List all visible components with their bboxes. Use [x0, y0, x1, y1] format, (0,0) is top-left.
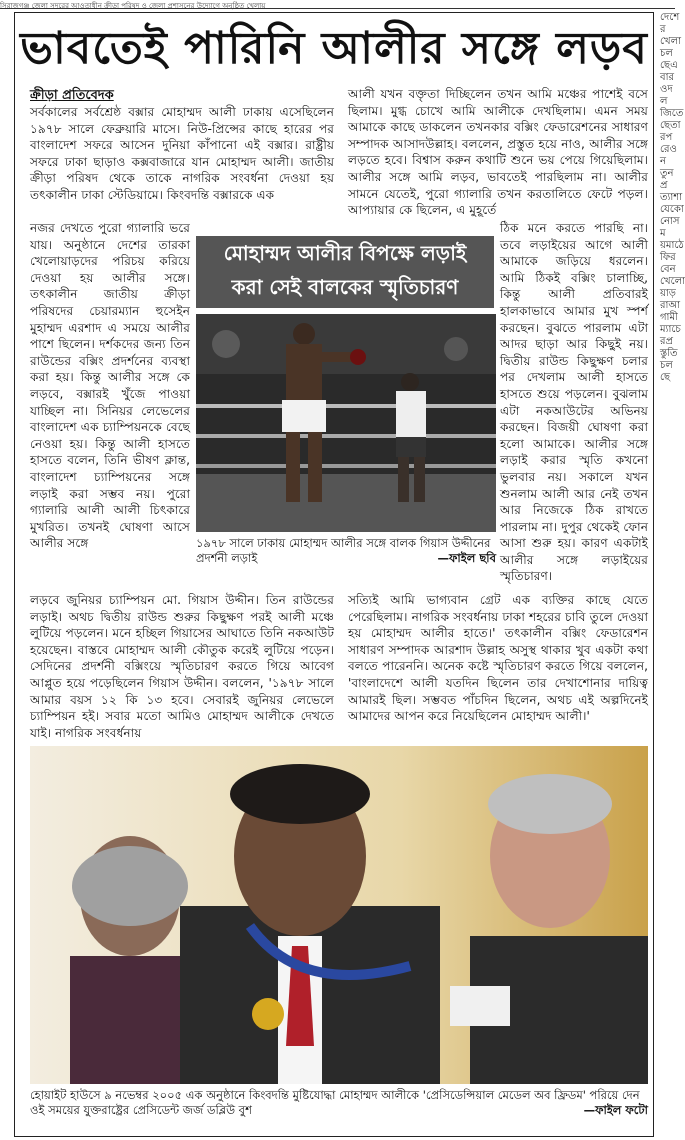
subheadline-box	[196, 236, 494, 308]
headline: ভাবতেই পারিনি আলীর সঙ্গে লড়ব	[20, 23, 648, 74]
column-right-mid	[500, 220, 648, 585]
top-adjacent-text: সিরাজগঞ্জ জেলা সদরের আওতাধীন ক্রীড়া পরিষদ ও জেলা প্রশাসনের উদ্যোগে অনুষ্ঠিত খেলায়	[0, 0, 675, 9]
caption-text: ১৯৭৮ সালে ঢাকায় মোহাম্মদ আলীর সঙ্গে বালক গিয়াস উদ্দীনের প্রদর্শনী লড়াই	[196, 536, 491, 565]
column-left-mid	[30, 220, 190, 552]
column-right-top	[348, 86, 648, 219]
medal-ceremony-photo	[30, 746, 648, 1084]
boxing-match-illustration	[196, 314, 496, 532]
column-right-bottom	[348, 592, 648, 725]
byline: ক্রীড়া প্রতিবেদক	[30, 88, 114, 103]
paragraph: ঠিক মনে করতে পারছি না। তবে লড়াইয়ের আগে আলী আমাকে জড়িয়ে ধরলেন। আমি ঠিকই বক্সিং চালাচ্ছি, কিন্তু আলী প্রতিবারই হালকাভাবে আমার মুখ স্পর্শ করছেন। বুঝতে পারলাম এটা আদর ছাড়া আর কিছুই নয়। দ্বিতীয় রাউন্ড কিছুক্ষণ চলার পর দেখলাম আলী হাসতে হাসতে শুয়ে পড়লেন। বুঝলাম এটা নকআউটের অভিনয় করছেন। বিজয়ী ঘোষণা করা হলো আমাকে। আলীর সঙ্গে লড়াই করার স্মৃতি কখনো ভুলবার নয়। সকালে যখন শুনলাম আলী আর নেই তখন আর নিজেকে ঠিক রাখতে পারলাম না। দুপুর থেকেই ফোন আসা শুরু হয়। কারণ একটাই আলীর সঙ্গে লড়াইয়ের স্মৃতিচারণ।	[500, 221, 648, 584]
column-left-bottom	[30, 592, 334, 741]
caption-text: হোয়াইট হাউসে ৯ নভেম্বর ২০০৫ এক অনুষ্ঠানে কিংবদন্তি মুষ্টিযোদ্ধা মোহাম্মদ আলীকে 'প্রেসিডেন্সিয়াল মেডেল অব ফ্রিডম' পরিয়ে দেন ওই সময়ের যুক্তরাষ্ট্রের প্রেসিডেন্ট জর্জ ডব্লিউ বুশ	[30, 1088, 640, 1117]
photo-caption-1	[196, 536, 496, 566]
photo-caption-2	[30, 1088, 648, 1118]
subheadline-line-1: মোহাম্মদ আলীর বিপক্ষে লড়াই	[223, 241, 467, 265]
paragraph: সত্যিই আমি ভাগ্যবান গ্রেট এক ব্যক্তির কাছে যেতে পেরেছিলাম। নাগরিক সংবর্ধনায় ঢাকা শহরের চাবি তুলে দেওয়া হয় মোহাম্মদ আলীর হাতে।' তৎকালীন বক্সিং ফেডারেশন সাধারণ সম্পাদক আরশাদ উল্লাহ অসুস্থ থাকার খুব একটা কথা বলতে পারেননি। অনেক কষ্টে স্মৃতিচারণ করতে গিয়ে বললেন, 'বাংলাদেশে আলী যতদিন ছিলেন তার দেখাশোনার দায়িত্ব আমারই ছিল। সম্ভবত পাঁচদিন ছিলেন, অথচ এই অল্পদিনেই আমাদের আপন করে নিয়েছিলেন মোহাম্মদ আলী।'	[348, 593, 648, 724]
adjacent-column-text: দেশেরখেলাচলছেএবারওদলজিতেছেতারপরেওনতুনপ্রত্যাশাযেকোনোসময়মাঠেফিরবেনখেলোয়াড়রাআগামীম্যাচেরপ্রস্তুতিচলছে	[660, 12, 685, 383]
photo-credit: —ফাইল ফটো	[583, 1103, 648, 1117]
paragraph: নজর দেখতে পুরো গ্যালারি ভরে যায়। অনুষ্ঠানে দেশের তারকা খেলোয়াড়দের পরিচয় করিয়ে দেওয়া হয় আলীর সঙ্গে। তৎকালীন জাতীয় ক্রীড়া পরিষদের চেয়ারম্যান হুসেইন মুহাম্মদ এরশাদ এ সময়ে আলীর পাশে ছিলেন। দর্শকদের জন্য তিন রাউন্ডের বক্সিং প্রদর্শনের ব্যবস্থা করা হয়। কিন্তু আলীর সঙ্গে কে লড়বে, বক্সারই খুঁজে পাওয়া যাচ্ছিল না। সিনিয়র লেভেলের বাংলাদেশ এক চ্যাম্পিয়নকে বেছে নেওয়া হয়। কিন্তু আলী হাসতে হাসতে বলেন, তিনি ভীষণ ক্লান্ত, বাংলাদেশ চ্যাম্পিয়নের সঙ্গে লড়াই করা সম্ভব নয়। পুরো গ্যালারি আলী আলী চিৎকারে মুখরিত। তখনই ঘোষণা আসে আলীর সঙ্গে	[30, 221, 190, 551]
subheadline-line-2: করা সেই বালকের স্মৃতিচারণ	[231, 275, 459, 299]
paragraph: সর্বকালের সর্বশ্রেষ্ঠ বক্সার মোহাম্মদ আলী ঢাকায় এসেছিলেন ১৯৭৮ সালে ফেব্রুয়ারি মাসে। নিউ-প্রিন্সের কাছে হারের পর বাংলাদেশ সফরে আসেন দুনিয়া কাঁপানো এই বক্সার। রাষ্ট্রীয় সফরে ঢাকা ছাড়াও কক্সবাজারে যান মোহাম্মদ আলী। জাতীয় ক্রীড়া পরিষদ থেকে তাকে নাগরিক সংবর্ধনা দেওয়া হয় তৎকালীন ঢাকা স্টেডিয়ামে। কিংবদন্তি বক্সারকে এক	[30, 105, 334, 202]
photo-credit: —ফাইল ছবি	[437, 551, 496, 565]
paragraph: আলী যখন বক্তৃতা দিচ্ছিলেন তখন আমি মঞ্চের পাশেই বসে ছিলাম। মুগ্ধ চোখে আমি আলীকে দেখছিলাম। এমন সময় আমাকে কাছে ডাকলেন তখনকার বক্সিং ফেডারেশনের সাধারণ সম্পাদক আসাদউল্লাহ। বললেন, প্রস্তুত হয়ে নাও, আলীর সঙ্গে লড়তে হবে। বিশ্বাস করুন কথাটি শুনে ভয় পেয়ে গিয়েছিলাম। আলীর সঙ্গে আমি লড়ব, ভাবতেই পারছিলাম না। আলীর সামনে যেতেই, পুরো গ্যালারি তখন করতালিতে ফেটে পড়ল। আপ্যায়ার কে ছিলেন, এ মুহূর্তে	[348, 87, 648, 218]
paragraph: লড়বে জুনিয়র চ্যাম্পিয়ন মো. গিয়াস উদ্দীন। তিন রাউন্ডের লড়াই। অথচ দ্বিতীয় রাউন্ড শুরুর কিছুক্ষণ পরই আলী মঞ্চে লুটিয়ে পড়লেন। মনে হচ্ছিল গিয়াসের আঘাতে তিনি নকআউট হয়েছেন। বাস্তবে মোহাম্মদ আলী কৌতুক করেই লুটিয়ে পড়েন। সেদিনের প্রদর্শনী বক্সিংয়ে স্মৃতিচারণ করতে গিয়ে আবেগ আপ্লুত হয়ে পড়েছিলেন গিয়াস উদ্দীন। বললেন, '১৯৭৮ সালে আমার বয়স ১২ কি ১৩ হবে। সেবারই জুনিয়র লেভেলে চ্যাম্পিয়ন হই। সবার মতো আমিও মোহাম্মদ আলীকে দেখতে যাই। নাগরিক সংবর্ধনায়	[30, 593, 334, 740]
boxing-match-photo	[196, 314, 496, 532]
column-left-top	[30, 104, 334, 204]
medal-ceremony-illustration	[30, 746, 648, 1084]
